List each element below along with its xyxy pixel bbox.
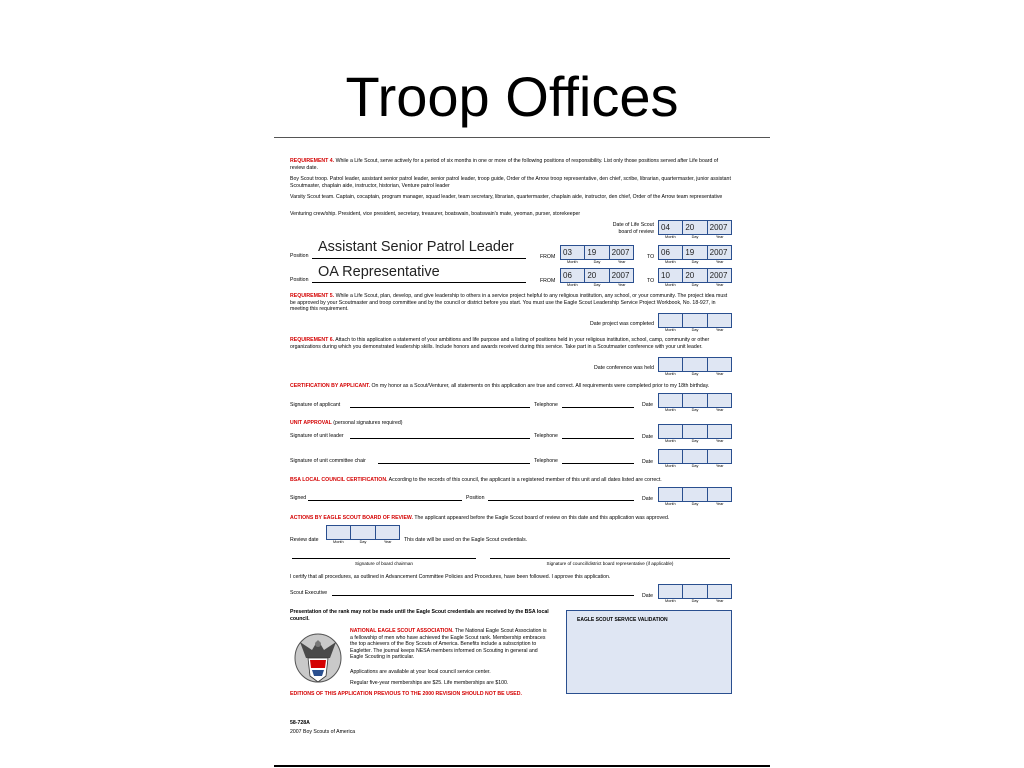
req6-date-box[interactable] [658,357,732,372]
req4-label: REQUIREMENT 4. [290,158,335,164]
board-rep-signature-label: Signature of council/district board representative (if applicable) [546,561,674,566]
review-month [327,526,351,539]
month-label: Month [665,502,676,506]
committee-month [659,450,683,463]
council-year [708,488,731,501]
unit-leader-line[interactable] [350,438,530,439]
board-rep-signature-line[interactable] [490,558,730,559]
to-1-year: 2007 [709,248,728,257]
executive-date-box[interactable] [658,584,732,599]
month-label: Month [665,328,676,332]
committee-chair-label: Signature of unit committee chair [290,458,366,464]
certification-label: CERTIFICATION BY APPLICANT. [290,383,371,389]
position-1-value[interactable]: Assistant Senior Patrol Leader [318,239,514,255]
req6-label: REQUIREMENT 6. [290,337,335,343]
applicant-day [683,394,707,407]
copyright: 2007 Boy Scouts of America [290,729,356,735]
year-label: Year [715,260,724,264]
executive-date-labels [658,599,732,604]
review-day [351,526,375,539]
committee-chair-line[interactable] [378,463,530,464]
req5-day [683,314,707,327]
month-label: Month [665,283,676,287]
to-1-day: 19 [683,246,707,259]
req4-varsity: Varsity Scout team. Captain, cocaptain, program manager, squad leader, team secretary, librarian, quartermaster, chaplain aide, instructor, den chief, Order of the Arrow team representative [290,194,723,200]
req4-venturing: Venturing crew/ship. President, vice president, secretary, treasurer, boatswain, boatswain's mate, yeoman, purser, storekeeper [290,211,581,217]
req5-date-labels [658,328,732,333]
position-1-line [312,258,526,259]
form-number: 58-728A [290,720,310,726]
day-label: Day [691,372,699,376]
board-chair-signature-line[interactable] [292,558,476,559]
committee-date-box[interactable] [658,449,732,464]
review-date-box[interactable] [326,525,400,540]
from-1-date[interactable] [560,245,634,260]
applicant-date-labels [658,408,732,413]
board-actions-paragraph [290,515,734,522]
certification-paragraph [290,383,734,390]
to-2-month: 10 [659,269,683,282]
applicant-date-box[interactable] [658,393,732,408]
committee-telephone-line[interactable] [562,463,634,464]
executive-year [708,585,731,598]
to-2-labels [658,283,732,288]
board-actions-text: The applicant appeared before the Eagle Scout board of review on this date and this application was approved. [414,515,670,521]
review-date-label: Review date [290,537,319,543]
unit-approval-note: (personal signatures required) [333,420,403,426]
position-2-value[interactable]: OA Representative [318,264,440,280]
applicant-signature-label: Signature of applicant [290,402,341,408]
day-label: Day [593,283,601,287]
from-2-month: 06 [561,269,585,282]
from-2-day: 20 [585,269,609,282]
council-month [659,488,683,501]
month-label: Month [665,235,676,239]
executive-day [683,585,707,598]
month-label: Month [333,540,344,544]
nesa-label: NATIONAL EAGLE SCOUT ASSOCIATION. [350,628,454,634]
to-1-labels [658,260,732,265]
position-1-label: Position [290,253,309,259]
year-label: Year [383,540,392,544]
eagle-application-form [290,154,736,744]
nesa-text: The National Eagle Scout Association is a fellowship of men who have achieved the Eagle Scout rank. Membership embraces the top achievers of the Boy Scouts of America. Benefits include a subscription to Eagletter. The journal keeps NESA members informed on Scouting in general and Eagle Scouting in particular. [350,628,547,661]
council-position-label: Position [466,495,485,501]
from-2-labels [560,283,634,288]
year-label: Year [715,502,724,506]
to-2-date[interactable] [658,268,732,283]
month-label: Month [665,372,676,376]
title-divider [274,137,770,138]
from-1-labels [560,260,634,265]
unit-approval-label: UNIT APPROVAL [290,420,332,426]
year-label: Year [715,235,724,239]
council-date-box[interactable] [658,487,732,502]
nesa-eagle-seal-icon [292,628,344,684]
slide-title: Troop Offices [345,65,679,128]
certification-text: On my honor as a Scout/Venturer, all statements on this application are true and correct. All requirements were completed prior to my 18th birthday. [371,383,710,389]
unit-leader-date-label: Date [642,434,653,440]
review-year [376,526,399,539]
req4-boy-scout: Boy Scout troop. Patrol leader, assistant senior patrol leader, senior patrol leader, troop guide, Order of the Arrow troop representative, den chief, scribe, librarian, quartermaster, junior assistant Scoutmaster, chaplain aide, instructor, historian, Venture patrol leader [290,176,731,189]
from-2-date[interactable] [560,268,634,283]
council-date-label: Date [642,496,653,502]
day-label: Day [691,283,699,287]
to-1-date[interactable] [658,245,732,260]
editions-warning: EDITIONS OF THIS APPLICATION PREVIOUS TO THE 2000 REVISION SHOULD NOT BE USED. [290,691,522,697]
to-2-day: 20 [683,269,707,282]
from-1-month: 03 [561,246,585,259]
year-label: Year [715,408,724,412]
year-label: Year [715,328,724,332]
day-label: Day [691,502,699,506]
to-1-month: 06 [659,246,683,259]
req5-month [659,314,683,327]
year-label: Year [617,283,626,287]
board-date-label [590,222,654,235]
req6-paragraph [290,337,734,350]
applicant-month [659,394,683,407]
board-chair-signature-label: Signature of board chairman [355,561,413,566]
req5-paragraph [290,293,734,313]
bottom-divider [274,765,770,767]
month-label: Month [567,283,578,287]
review-date-note: This date will be used on the Eagle Scout credentials. [404,537,528,543]
day-label: Day [593,260,601,264]
month-label: Month [567,260,578,264]
day-label: Day [691,260,699,264]
unit-leader-telephone-line[interactable] [562,438,634,439]
day-label: Day [359,540,367,544]
applicant-date-label: Date [642,402,653,408]
month-label: Month [665,408,676,412]
req6-month [659,358,683,371]
req6-day [683,358,707,371]
certify-text: I certify that all procedures, as outlined in Advancement Committee Policies and Procedures, have been followed. I approve this application. [290,574,611,580]
scout-executive-label: Scout Executive [290,590,328,596]
unit-leader-day [683,425,707,438]
req5-date-box[interactable] [658,313,732,328]
board-day: 20 [683,221,707,234]
council-signed-label: Signed [290,495,307,501]
unit-leader-date-box[interactable] [658,424,732,439]
req6-date-labels [658,372,732,377]
unit-leader-month [659,425,683,438]
to-2-year: 2007 [709,271,728,280]
committee-day [683,450,707,463]
req5-date-label: Date project was completed [589,321,654,327]
position-2-line [312,282,526,283]
committee-date-labels [658,464,732,469]
req6-date-label: Date conference was held [594,365,654,371]
executive-month [659,585,683,598]
req5-label: REQUIREMENT 5. [290,293,335,299]
committee-telephone-label: Telephone [534,458,558,464]
req4-text: While a Life Scout, serve actively for a period of six months in one or more of the following positions of responsibility. List only those positions served after Life board of review date. [290,158,719,171]
board-date-label-1: Date of Life Scout [612,222,654,228]
to-1-label: TO [647,254,655,260]
unit-leader-year [708,425,731,438]
from-1-label: FROM [540,254,556,260]
year-label: Year [715,599,724,603]
council-label: BSA LOCAL COUNCIL CERTIFICATION. [290,477,388,483]
executive-date-label: Date [642,593,653,599]
day-label: Day [691,439,699,443]
unit-leader-label: Signature of unit leader [290,433,344,439]
year-label: Year [715,283,724,287]
req5-text: While a Life Scout, plan, develop, and give leadership to others in a service project helpful to any religious institution, any school, or your community. The project idea must be approved by your Scoutmaster and troop committee and by the council or district before you start. You must use the Eagle Scout Leadership Service Project Workbook, No. 18-927, in meeting this requirement. [290,293,728,313]
from-1-day: 19 [585,246,609,259]
day-label: Day [691,464,699,468]
committee-date-label: Date [642,459,653,465]
day-label: Day [691,235,699,239]
applicant-telephone-label: Telephone [534,402,558,408]
presentation-note: Presentation of the rank may not be made until the Eagle Scout credentials are received by the BSA local council. [290,609,549,622]
position-2-label: Position [290,277,309,283]
year-label: Year [715,464,724,468]
from-2-year: 2007 [611,271,630,280]
review-date-labels [326,540,400,545]
board-year: 2007 [709,223,728,232]
board-date-labels [658,235,732,240]
day-label: Day [691,408,699,412]
board-date-box[interactable] [658,220,732,235]
board-actions-label: ACTIONS BY EAGLE SCOUT BOARD OF REVIEW. [290,515,413,521]
applicant-year [708,394,731,407]
applicant-signature-line[interactable] [350,407,530,408]
board-month: 04 [659,221,683,234]
council-signed-line[interactable] [308,500,462,501]
year-label: Year [617,260,626,264]
scout-executive-line[interactable] [332,595,634,596]
month-label: Month [665,439,676,443]
council-text: According to the records of this council, the applicant is a registered member of this unit and all dates listed are correct. [388,477,662,483]
council-paragraph [290,477,734,484]
nesa-fees: Regular five-year memberships are $25. Life memberships are $100. [350,680,509,686]
month-label: Month [665,599,676,603]
from-1-year: 2007 [611,248,630,257]
month-label: Month [665,260,676,264]
from-2-label: FROM [540,278,556,284]
month-label: Month [665,464,676,468]
service-validation-box[interactable] [566,610,732,694]
req4-paragraph [290,158,734,171]
board-date-label-2: board of review [618,228,654,235]
council-position-line[interactable] [488,500,634,501]
year-label: Year [715,439,724,443]
council-date-labels [658,502,732,507]
nesa-available: Applications are available at your local council service center. [350,669,491,675]
req5-year [708,314,731,327]
unit-leader-date-labels [658,439,732,444]
day-label: Day [691,328,699,332]
req6-year [708,358,731,371]
council-day [683,488,707,501]
committee-year [708,450,731,463]
unit-leader-telephone-label: Telephone [534,433,558,439]
nesa-paragraph [350,628,550,661]
req6-text: Attach to this application a statement of your ambitions and life purpose and a listing of positions held in your religious institution, school, camp, community or other organizations during which you demonstrated leadership skills. Include honors and awards received during this service. Take part in a Scoutmaster conference with your unit leader. [290,337,710,350]
day-label: Day [691,599,699,603]
to-2-label: TO [647,278,655,284]
applicant-telephone-line[interactable] [562,407,634,408]
service-validation-title: EAGLE SCOUT SERVICE VALIDATION [577,617,668,623]
year-label: Year [715,372,724,376]
